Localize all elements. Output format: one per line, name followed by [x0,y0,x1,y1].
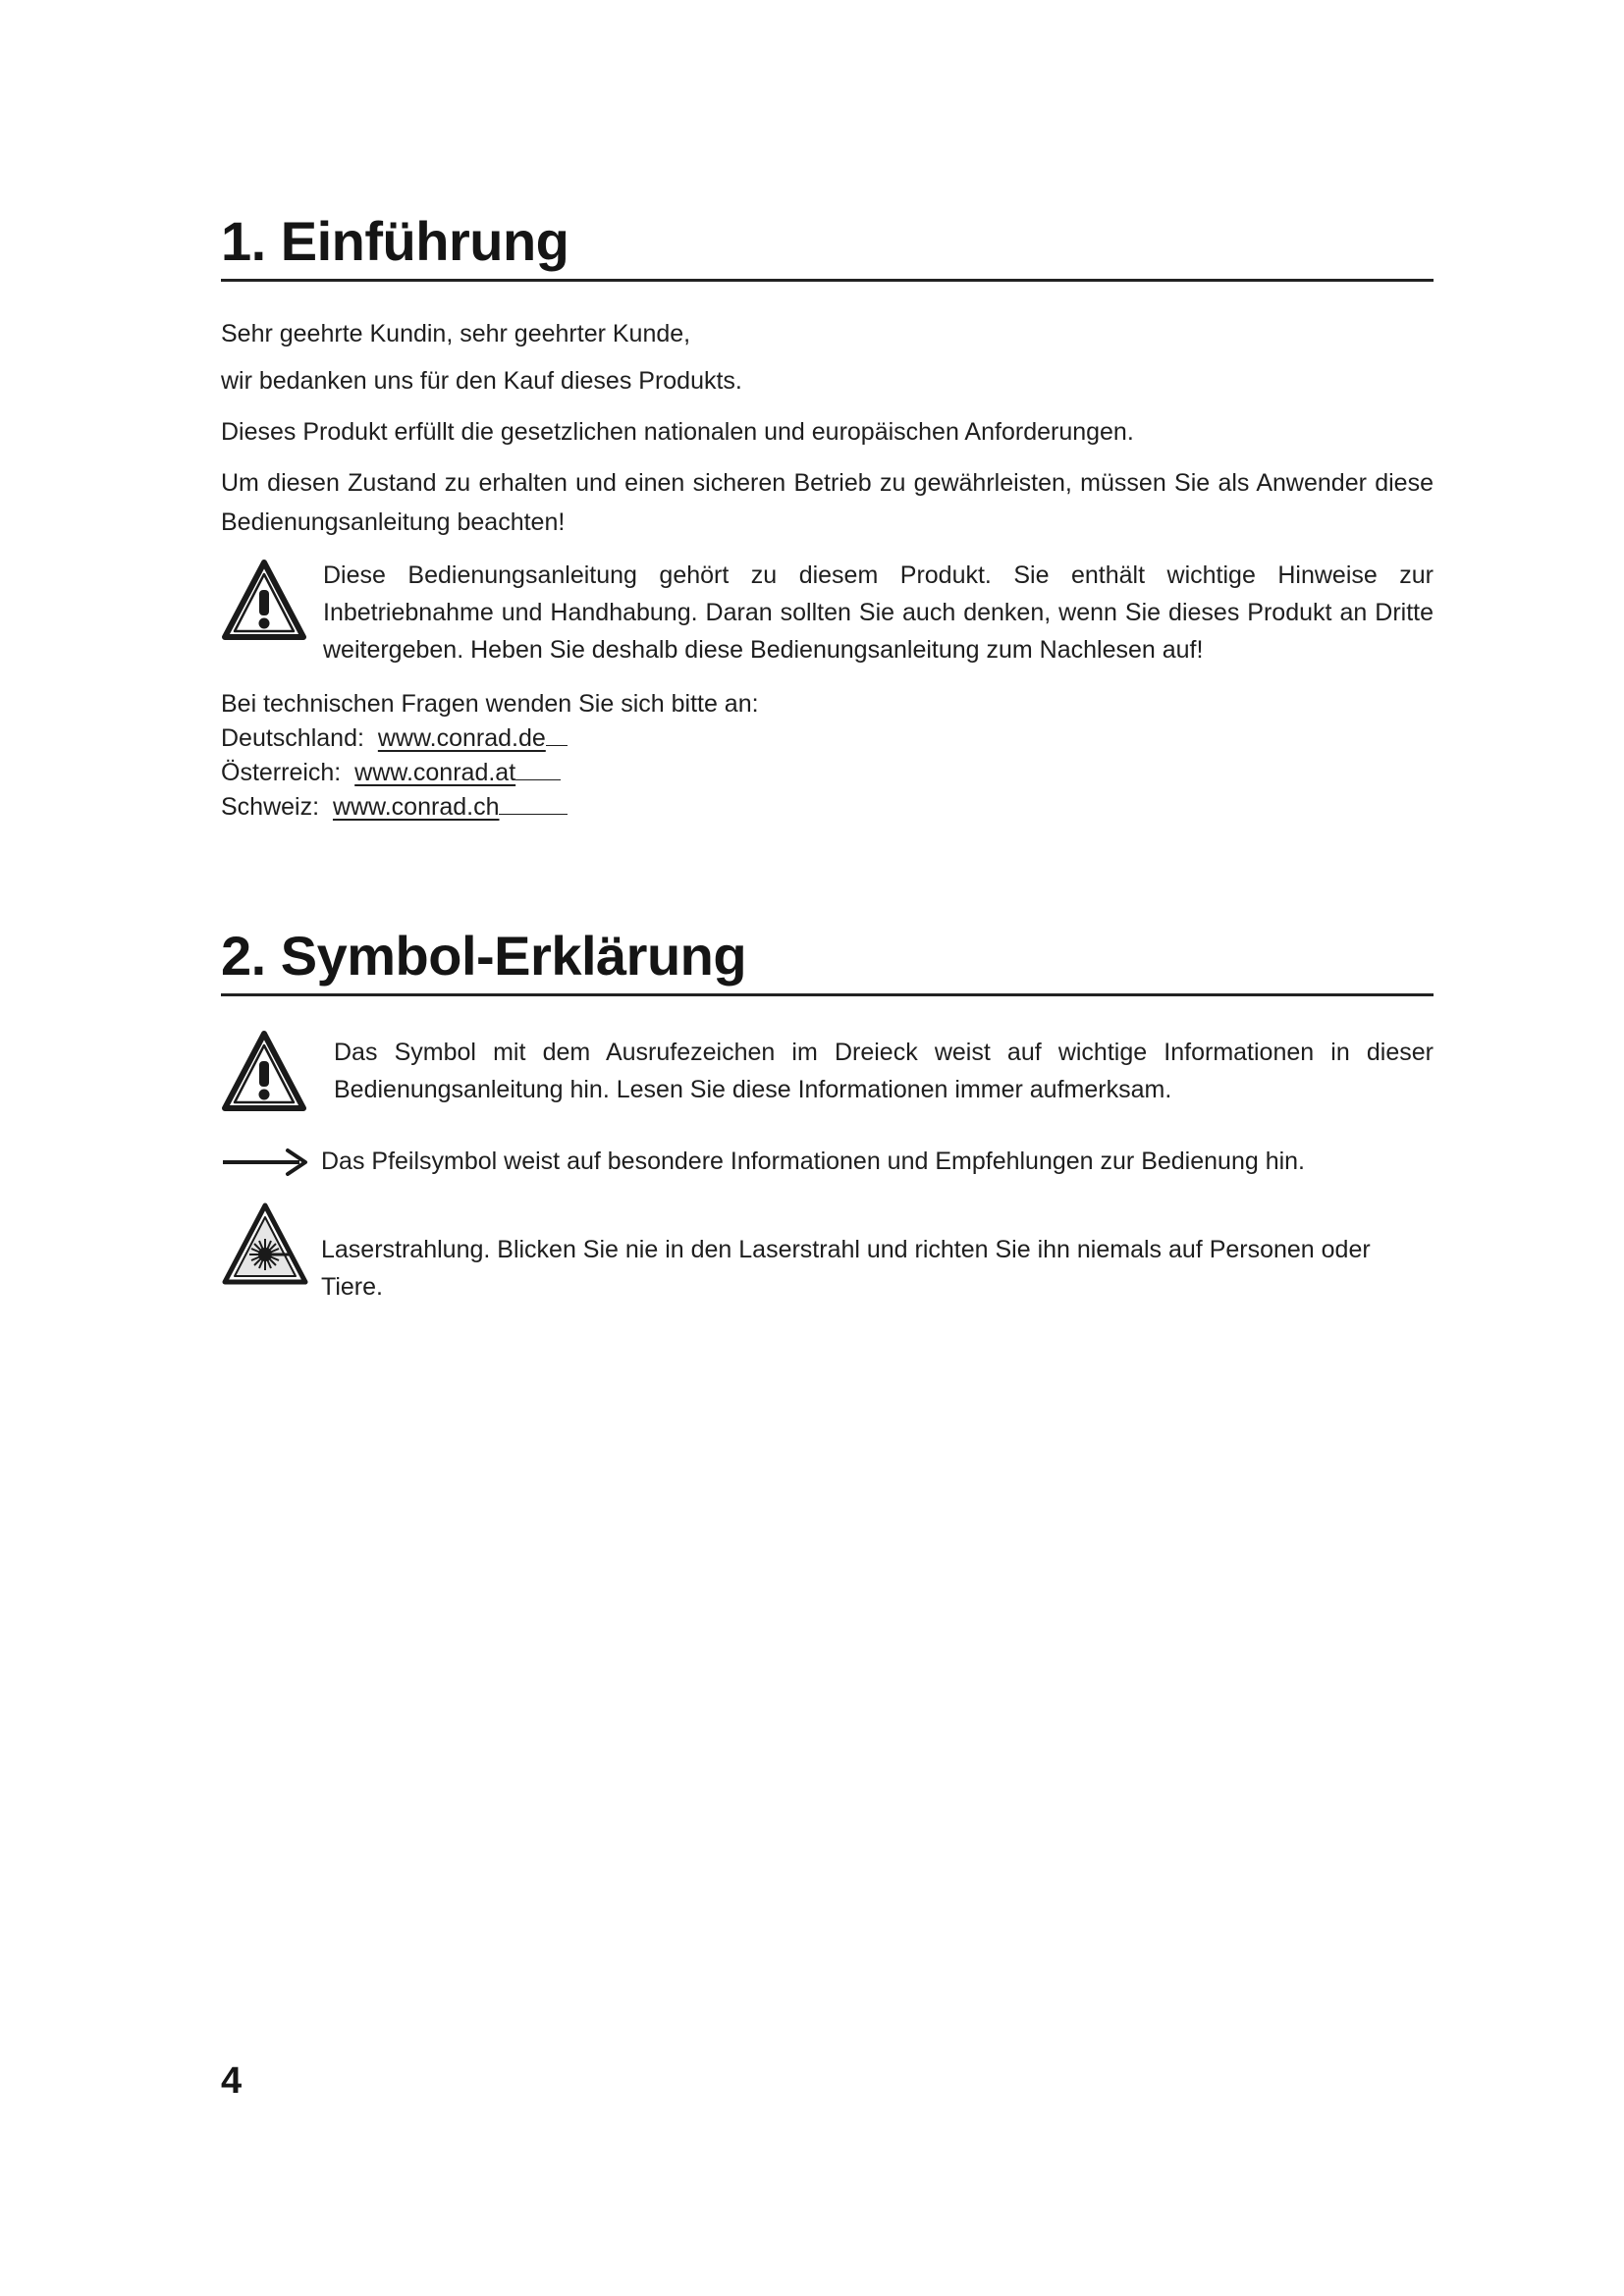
laser-warning-icon [221,1201,309,1288]
contact-country: Deutschland: [221,724,364,752]
underline-filler [499,792,568,815]
symbol-warning-text: Das Symbol mit dem Ausrufezeichen im Dreieck weist auf wichtige Informationen in dieser Bedienungsanleitung hin. Lesen Sie diese Informationen immer aufmerksam. [334,1039,1434,1103]
warning-triangle-icon [221,557,307,645]
section-2-heading: 2. Symbol-Erklärung [221,925,1434,996]
symbol-row-warning [221,1028,1434,1126]
warning-triangle-icon [221,1028,307,1116]
greeting-text: Sehr geehrte Kundin, sehr geehrter Kunde, [221,320,691,347]
thanks-text: wir bedanken uns für den Kauf dieses Produkts. [221,367,742,395]
contact-url-austria[interactable]: www.conrad.at [354,759,516,786]
compliance-text: Dieses Produkt erfüllt die gesetzlichen nationalen und europäischen Anforderungen. [221,418,1134,446]
arrow-right-icon [221,1143,311,1182]
contact-germany [221,721,568,755]
page-number: 4 [221,2060,243,2102]
contact-austria [221,756,561,789]
safety-note-text: Diese Bedienungsanleitung gehört zu diesem Produkt. Sie enthält wichtige Hinweise zur Inbetriebnahme und Handhabung. Daran sollten Sie auch denken, wenn Sie dieses Produkt an Dritte weitergeben. Heben Sie deshalb diese Bedienungsanleitung zum Nachlesen auf! [323,561,1434,664]
contact-country: Schweiz: [221,793,320,821]
underline-filler [515,758,561,780]
contact-switzerland [221,790,568,824]
symbol-row-laser [221,1201,1434,1301]
symbol-laser-text: Laserstrahlung. Blicken Sie nie in den Laserstrahl und richten Sie ihn niemals auf Personen oder Tiere. [321,1236,1371,1301]
section-1-heading: 1. Einführung [221,210,1434,282]
contact-url-switzerland[interactable]: www.conrad.ch [332,793,500,821]
safety-note-block [221,557,1434,674]
underline-filler [546,723,568,746]
contact-intro-text: Bei technischen Fragen wenden Sie sich bitte an: [221,690,759,718]
symbol-arrow-text: Das Pfeilsymbol weist auf besondere Informationen und Empfehlungen zur Bedienung hin. [321,1148,1306,1175]
instruction-text: Um diesen Zustand zu erhalten und einen sicheren Betrieb zu gewährleisten, müssen Sie als Anwender diese Bedienungsanleitung beachten! [221,469,1434,536]
contact-url-germany[interactable]: www.conrad.de [377,724,546,752]
symbol-row-arrow [221,1143,1434,1182]
contact-country: Österreich: [221,759,342,786]
